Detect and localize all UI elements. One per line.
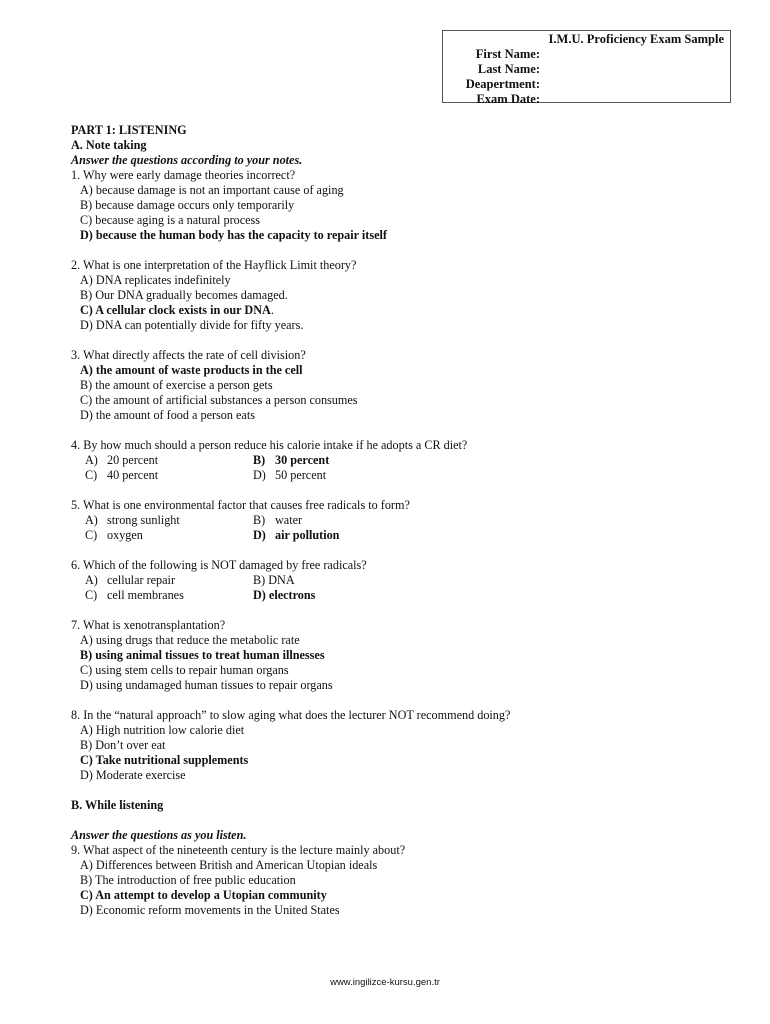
last-name-label: Last Name: xyxy=(477,62,540,76)
q8-option-d: D) Moderate exercise xyxy=(80,768,186,782)
q9-option-d: D) Economic reform movements in the United States xyxy=(80,903,340,917)
exam-title: I.M.U. Proficiency Exam Sample xyxy=(548,32,724,46)
q9-option-c-answer: C) An attempt to develop a Utopian community xyxy=(80,888,327,902)
question-1: 1. Why were early damage theories incorrect? xyxy=(71,168,296,182)
q7-option-d: D) using undamaged human tissues to repair organs xyxy=(80,678,333,692)
q5-row-1 xyxy=(71,513,731,528)
q1-option-d-answer: D) because the human body has the capacity to repair itself xyxy=(80,228,387,242)
q8-option-c-answer: C) Take nutritional supplements xyxy=(80,753,249,767)
question-9: 9. What aspect of the nineteenth century is the lecture mainly about? xyxy=(71,843,406,857)
q9-option-a: A) Differences between British and American Utopian ideals xyxy=(80,858,378,872)
q5-option-a: A) strong sunlight xyxy=(85,513,180,527)
first-name-label: First Name: xyxy=(475,47,540,61)
q4-row-2 xyxy=(71,468,731,483)
q1-option-c: C) because aging is a natural process xyxy=(80,213,261,227)
q7-option-b-answer: B) using animal tissues to treat human illnesses xyxy=(80,648,325,662)
q2-option-d: D) DNA can potentially divide for fifty years. xyxy=(80,318,304,332)
q6-option-a: A) cellular repair xyxy=(85,573,176,587)
question-8: 8. In the “natural approach” to slow aging what does the lecturer NOT recommend doing? xyxy=(71,708,511,722)
q2-option-c-row xyxy=(71,303,731,318)
q6-row-1 xyxy=(71,573,731,588)
q2-option-b: B) Our DNA gradually becomes damaged. xyxy=(80,288,288,302)
q4-option-b-answer: B) 30 percent xyxy=(253,453,330,467)
question-4: 4. By how much should a person reduce his calorie intake if he adopts a CR diet? xyxy=(71,438,468,452)
q9-option-b: B) The introduction of free public education xyxy=(80,873,296,887)
section-a-title: A. Note taking xyxy=(71,138,147,152)
section-b-title: B. While listening xyxy=(71,798,164,812)
q6-row-2 xyxy=(71,588,731,603)
question-6: 6. Which of the following is NOT damaged by free radicals? xyxy=(71,558,367,572)
q8-option-b: B) Don’t over eat xyxy=(80,738,166,752)
footer-url: www.ingilizce-kursu.gen.tr xyxy=(330,977,440,988)
q4-option-c: C) 40 percent xyxy=(85,468,159,482)
exam-header-box xyxy=(442,30,731,106)
question-7: 7. What is xenotransplantation? xyxy=(71,618,226,632)
q1-option-a: A) because damage is not an important cause of aging xyxy=(80,183,344,197)
question-3: 3. What directly affects the rate of cell division? xyxy=(71,348,306,362)
q3-option-c: C) the amount of artificial substances a person consumes xyxy=(80,393,358,407)
q5-row-2 xyxy=(71,528,731,543)
section-b-instruction: Answer the questions as you listen. xyxy=(71,828,247,842)
q1-option-b: B) because damage occurs only temporarily xyxy=(80,198,295,212)
q7-option-a: A) using drugs that reduce the metabolic rate xyxy=(80,633,300,647)
exam-content xyxy=(71,123,731,918)
question-2: 2. What is one interpretation of the Hayflick Limit theory? xyxy=(71,258,357,272)
q3-option-a-answer: A) the amount of waste products in the cell xyxy=(80,363,303,377)
q4-option-a: A) 20 percent xyxy=(85,453,159,467)
q8-option-a: A) High nutrition low calorie diet xyxy=(80,723,245,737)
question-5: 5. What is one environmental factor that causes free radicals to form? xyxy=(71,498,410,512)
q3-option-b: B) the amount of exercise a person gets xyxy=(80,378,273,392)
q6-option-d-answer: D) electrons xyxy=(253,588,316,602)
q2-option-a: A) DNA replicates indefinitely xyxy=(80,273,231,287)
q2-option-c-answer: C) A cellular clock exists in our DNA xyxy=(80,303,271,317)
q6-option-c: C) cell membranes xyxy=(85,588,184,602)
q5-option-b: B) water xyxy=(253,513,303,527)
q6-option-b: B) DNA xyxy=(253,573,295,587)
q4-option-d: D) 50 percent xyxy=(253,468,327,482)
q4-row-1 xyxy=(71,453,731,468)
q7-option-c: C) using stem cells to repair human organs xyxy=(80,663,289,677)
q3-option-d: D) the amount of food a person eats xyxy=(80,408,255,422)
q5-option-c: C) oxygen xyxy=(85,528,143,542)
exam-date-label: Exam Date: xyxy=(476,92,540,106)
section-a-instruction: Answer the questions according to your notes. xyxy=(71,153,303,167)
q5-option-d-answer: D) air pollution xyxy=(253,528,340,542)
department-label: Deapertment: xyxy=(465,77,540,91)
q2-option-c-period: . xyxy=(270,303,274,317)
part-title: PART 1: LISTENING xyxy=(71,123,187,137)
